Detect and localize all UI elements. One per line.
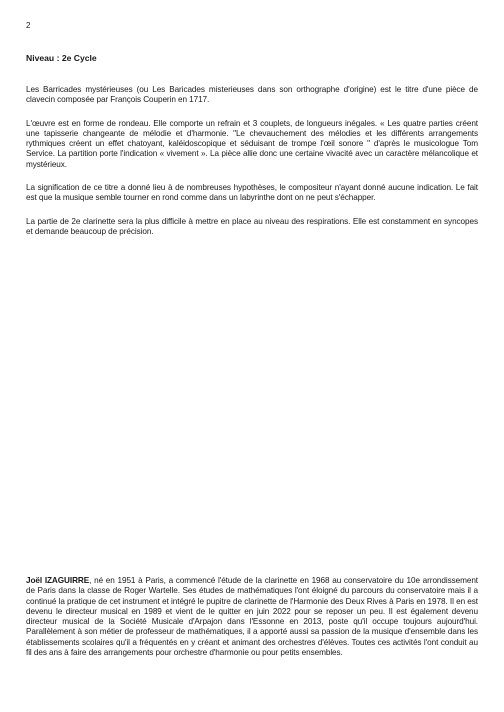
paragraph-clarinet-part: La partie de 2e clarinette sera la plus difficile à mettre en place au niveau des respirations. Elle est constamment en syncopes et demande beaucoup de précision. <box>26 216 478 236</box>
page-number: 2 <box>26 21 31 30</box>
author-bio <box>26 576 478 658</box>
paragraph-form: L'œuvre est en forme de rondeau. Elle comporte un refrain et 3 couplets, de longueurs inégales. « Les quatre parties créent une tapisserie changeante de mélodie et d'harmonie. "Le chevauchement des mélodies et les différents arrangements rythmiques créent un effet chatoyant, kaléidoscopique et séduisant de trompe l'œil sonore " d'après le musicologue Tom Service. La partition porte l'indication « vivement ». La pièce allie donc une certaine vivacité avec un caractère mélancolique et mystérieux. <box>26 118 478 169</box>
paragraph-title-meaning: La signification de ce titre a donné lieu à de nombreuses hypothèses, le compositeur n'ayant donné aucune indication. Le fait est que la musique semble tourner en rond comme dans un labyrinthe dont on ne peut s'échapper. <box>26 183 478 203</box>
paragraph-intro: Les Barricades mystérieuses (ou Les Baricades misterieuses dans son orthographe d'origine) est le titre d'une pièce de clavecin composée par François Couperin en 1717. <box>26 85 478 105</box>
author-bio-text: , né en 1951 à Paris, a commencé l'étude de la clarinette en 1968 au conservatoire du 10e arrondissement de Paris dans la classe de Roger Wartelle. Ses études de mathématiques l'ont éloigné du parcours du conservatoire mais il a continué la pratique de cet instrument et intégré le pupitre de clarinette de l'Harmonie des Deux Rives à Paris en 1978. Il en est devenu le directeur musical en 1989 et vient de le quitter en juin 2022 pour se reposer un peu. Il est également devenu directeur musical de la Société Musicale d'Arpajon dans l'Essonne en 2013, poste qu'il occupe toujours aujourd'hui. Parallèlement à son métier de professeur de mathématiques, il a apporté aussi sa passion de la musique d'ensemble dans les établissements scolaires qu'il a fréquentés en y créant et animant des orchestres d'élèves. Toutes ces activités l'ont conduit au fil des ans à faire des arrangements pour orchestre d'harmonie ou pour petits ensembles. <box>26 576 478 658</box>
level-heading: Niveau : 2e Cycle <box>26 53 97 63</box>
author-name: Joël IZAGUIRRE <box>26 576 90 585</box>
description-body <box>26 85 478 250</box>
